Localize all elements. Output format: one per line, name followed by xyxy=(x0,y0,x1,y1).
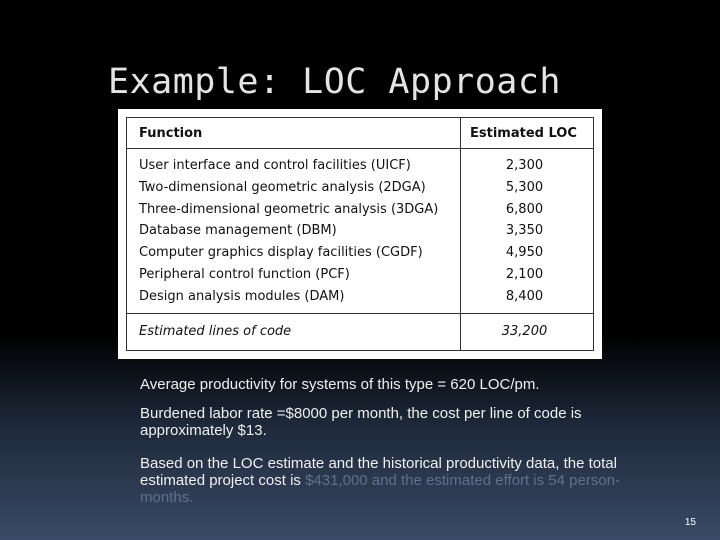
loc-value: 6,800 xyxy=(505,201,544,217)
loc-value: 4,950 xyxy=(505,245,544,261)
function-name: Three-dimensional geometric analysis (3DGA) xyxy=(139,201,439,217)
header-divider xyxy=(127,148,593,149)
productivity-text: Average productivity for systems of this type = 620 LOC/pm. xyxy=(140,376,540,393)
function-rows xyxy=(127,156,593,309)
function-name: Database management (DBM) xyxy=(139,223,337,239)
function-name: User interface and control facilities (UICF) xyxy=(139,158,411,173)
table-row xyxy=(127,221,593,243)
table-row xyxy=(127,178,593,200)
header-function: Function xyxy=(139,126,203,141)
table-row xyxy=(127,287,593,309)
total-divider xyxy=(127,313,593,314)
table-row xyxy=(127,243,593,265)
function-name: Design analysis modules (DAM) xyxy=(139,288,345,304)
function-name: Peripheral control function (PCF) xyxy=(139,266,350,282)
header-estimated-loc: Estimated LOC xyxy=(470,126,577,141)
loc-value: 2,300 xyxy=(505,158,544,173)
loc-table-grid xyxy=(126,117,594,351)
total-label: Estimated lines of code xyxy=(139,324,292,339)
loc-value: 2,100 xyxy=(505,266,544,282)
total-value: 33,200 xyxy=(501,324,548,339)
labor-rate-text: Burdened labor rate =$8000 per month, the cost per line of code is approximately $13. xyxy=(140,405,582,439)
estimate-text xyxy=(140,455,660,506)
loc-value: 8,400 xyxy=(505,288,544,304)
table-row xyxy=(127,156,593,178)
table-row xyxy=(127,265,593,287)
loc-value: 3,350 xyxy=(505,223,544,239)
estimate-highlight: $431,000 and the estimated effort is 54 person-months. xyxy=(140,472,621,506)
loc-value: 5,300 xyxy=(505,179,544,195)
slide-title: Example: LOC Approach xyxy=(108,62,562,102)
loc-table xyxy=(118,109,602,359)
estimate-text-start: Based on the LOC estimate and the historical productivity data, the total estimated project cost is xyxy=(140,455,617,489)
table-row xyxy=(127,200,593,222)
function-name: Two-dimensional geometric analysis (2DGA) xyxy=(139,179,426,195)
function-name: Computer graphics display facilities (CGDF) xyxy=(139,245,423,261)
page-number: 15 xyxy=(684,517,696,528)
